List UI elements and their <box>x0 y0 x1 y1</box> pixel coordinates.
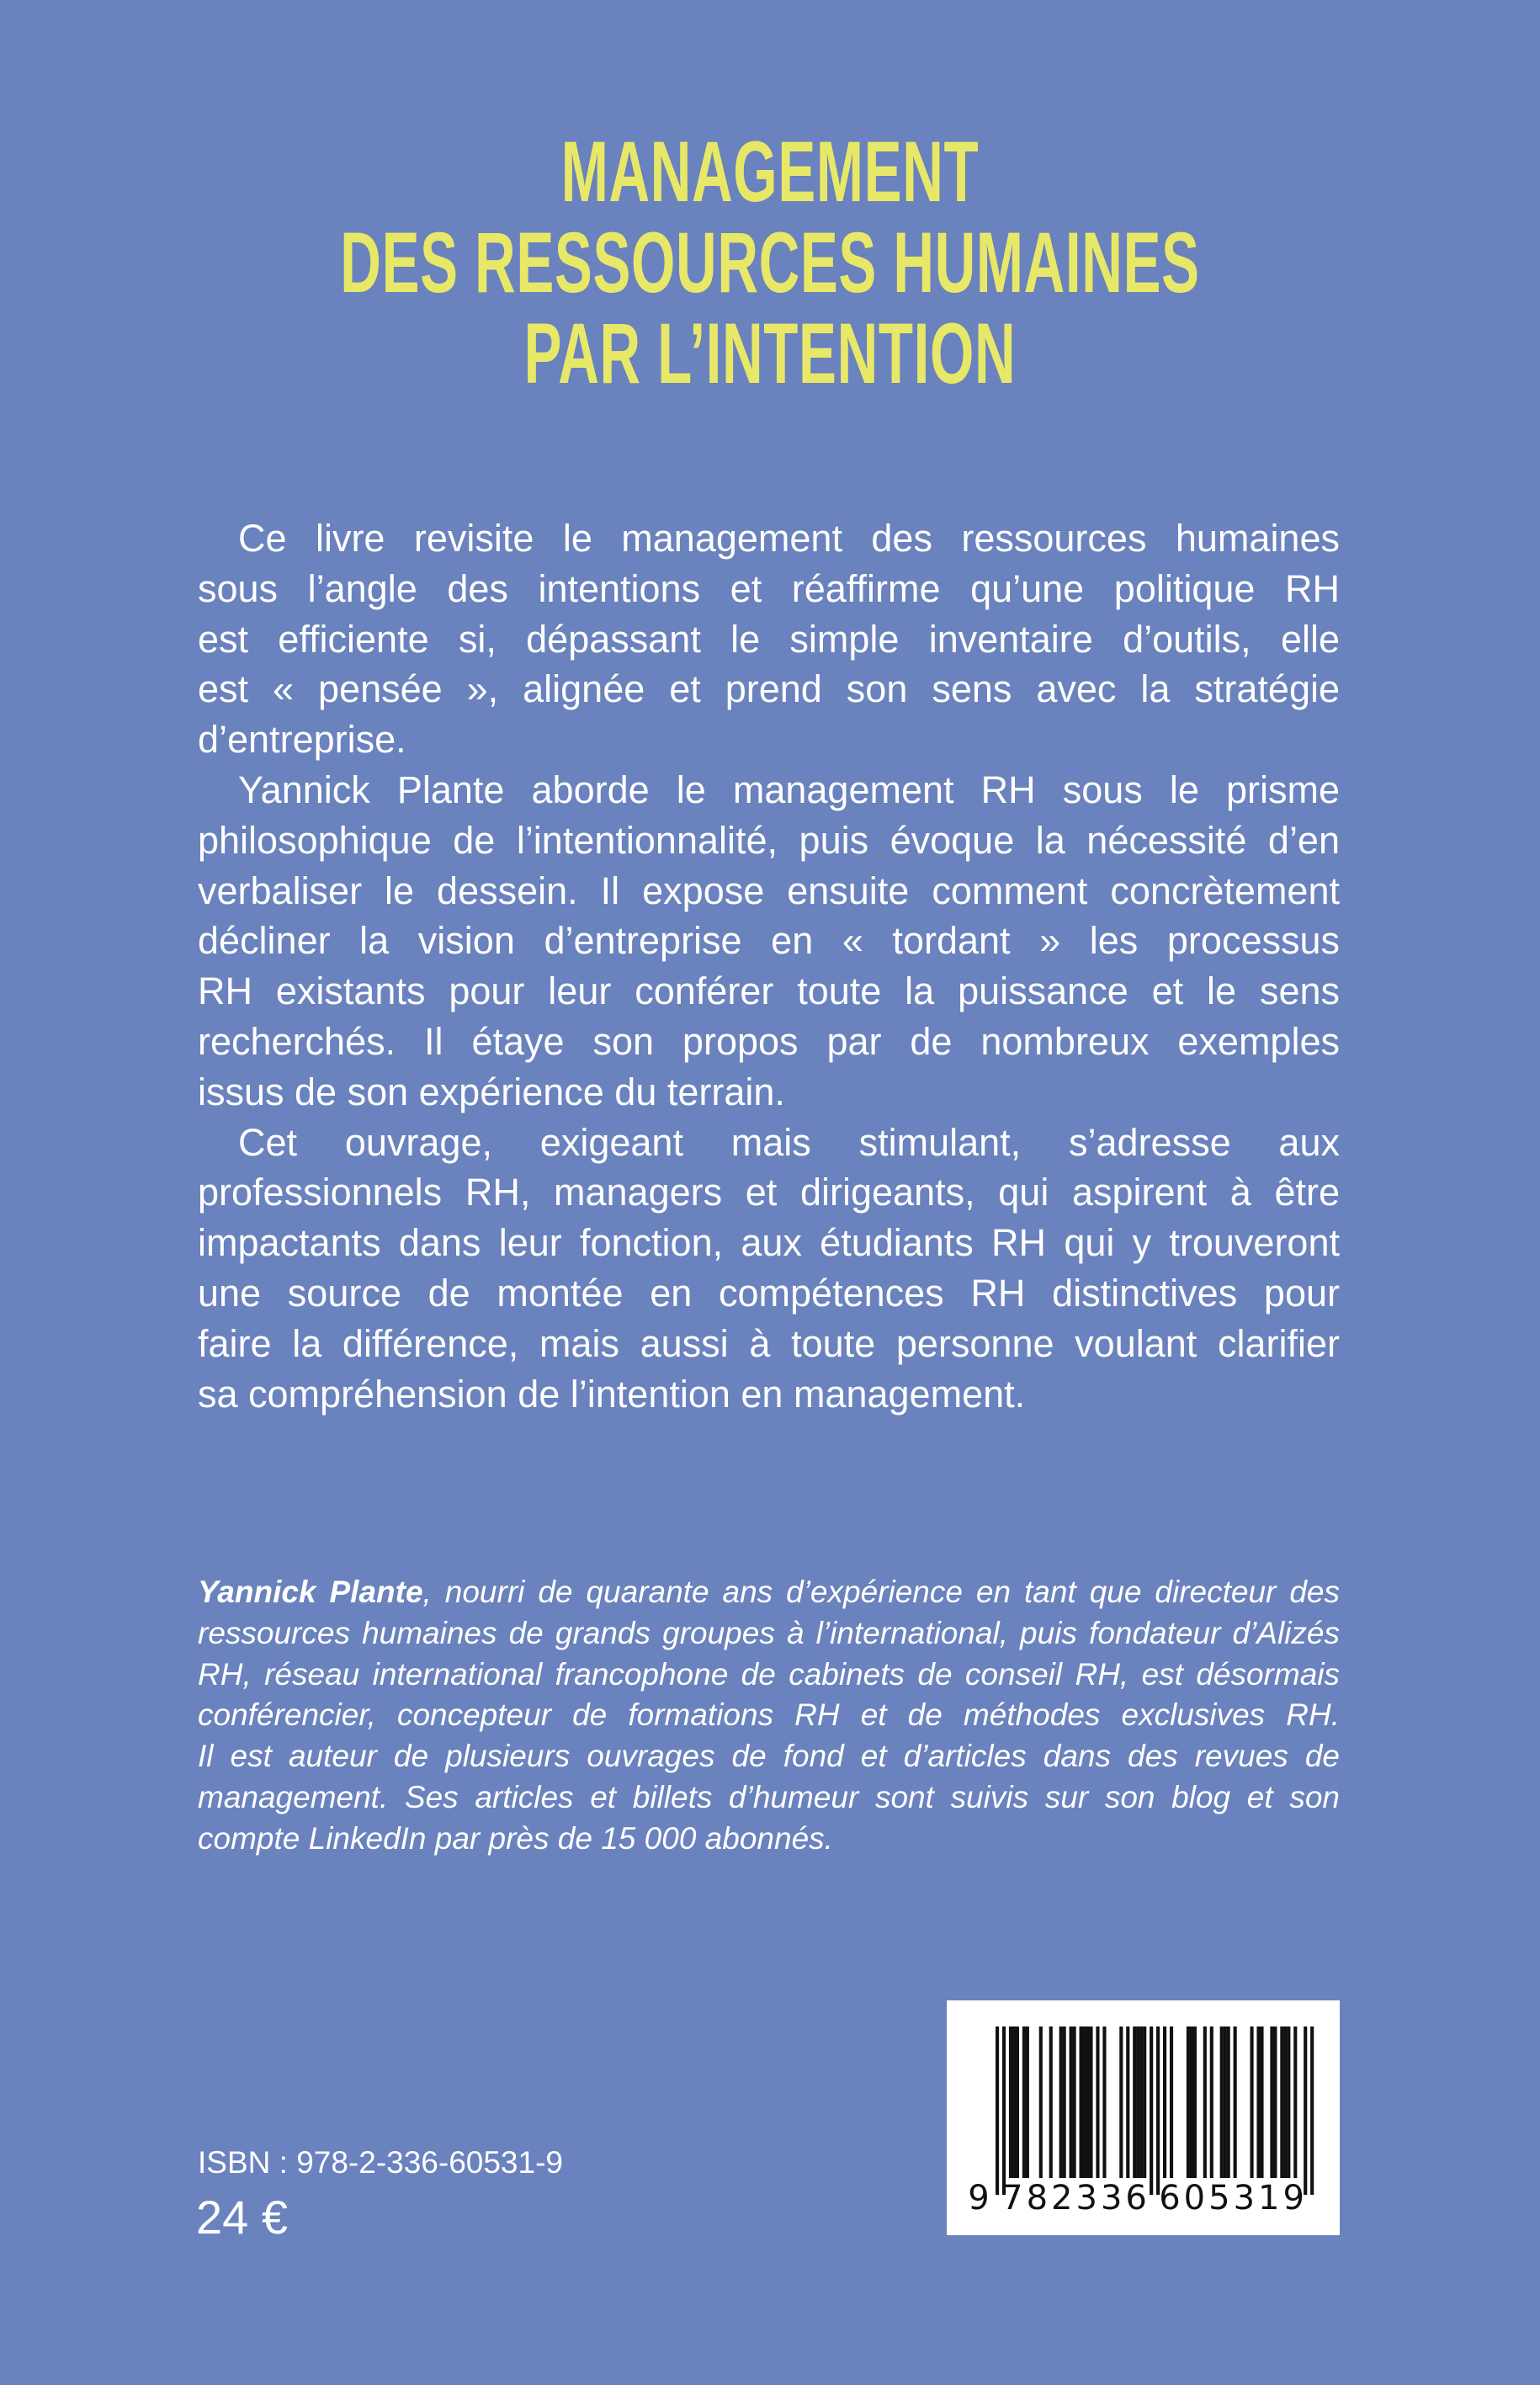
blurb-p1-line: sous l’angle des intentions et réaffirme qu’une politique RH <box>198 566 1340 610</box>
author-name: Yannick Plante <box>198 1575 423 1609</box>
blurb-p3-line: sa compréhension de l’intention en management. <box>198 1372 1026 1416</box>
blurb-p3-line: professionnels RH, managers et dirigeants, qui aspirent à être <box>198 1171 1340 1214</box>
svg-text:782336: 782336 <box>1001 2179 1150 2218</box>
blurb-p3-line: une source de montée en compétences RH distinctives pour <box>198 1271 1340 1315</box>
blurb-p3-line: impactants dans leur fonction, aux étudiants RH qui y trouveront <box>198 1221 1340 1265</box>
bio-first-line-rest: , nourri de quarante ans d’expérience en tant que directeur des <box>422 1575 1340 1609</box>
barcode-icon <box>947 2000 1340 2235</box>
blurb-p2-line: recherchés. Il étaye son propos par de nombreux exemples <box>198 1019 1340 1063</box>
bio-line: ressources humaines de grands groupes à l’international, puis fondateur d’Alizés <box>198 1615 1340 1650</box>
bio-line: conférencier, concepteur de formations RH et de méthodes exclusives RH. <box>198 1697 1340 1733</box>
blurb-p2-line: verbaliser le dessein. Il expose ensuite comment concrètement <box>198 868 1340 912</box>
blurb-p1-line: est « pensée », alignée et prend son sens avec la stratégie <box>198 667 1340 711</box>
bio-line: RH, réseau international francophone de cabinets de conseil RH, est désormais <box>198 1656 1340 1692</box>
isbn-label: ISBN : 978-2-336-60531-9 <box>198 2145 563 2180</box>
author-bio <box>198 1572 1340 1860</box>
bio-line: Il est auteur de plusieurs ouvrages de fond et d’articles dans des revues de <box>198 1739 1340 1774</box>
price-label: 24 € <box>196 2191 288 2244</box>
blurb-p3-line: faire la différence, mais aussi à toute personne voulant clarifier <box>198 1321 1340 1365</box>
blurb-p2-line: Yannick Plante aborde le management RH sous le prisme <box>238 768 1340 811</box>
title-line-2: DES RESSOURCES HUMAINES <box>340 215 1200 311</box>
blurb-p2-line: issus de son expérience du terrain. <box>198 1070 785 1113</box>
title-line-3: PAR L’INTENTION <box>523 305 1017 401</box>
bio-line: compte LinkedIn par près de 15 000 abonnés. <box>198 1820 833 1856</box>
blurb-p2-line: RH existants pour leur conférer toute la puissance et le sens <box>198 969 1340 1013</box>
blurb-p2-line: décliner la vision d’entreprise en « tordant » les processus <box>198 919 1340 963</box>
barcode <box>947 2000 1340 2235</box>
blurb <box>198 513 1340 1419</box>
bio-line: management. Ses articles et billets d’humeur sont suivis sur son blog et son <box>198 1779 1340 1814</box>
blurb-p2-line: philosophique de l’intentionnalité, puis évoque la nécessité d’en <box>198 818 1340 862</box>
title-line-1: MANAGEMENT <box>560 124 980 220</box>
svg-text:605319: 605319 <box>1159 2179 1308 2218</box>
bio-line <box>198 1572 1340 1613</box>
blurb-p3-line: Cet ouvrage, exigeant mais stimulant, s’adresse aux <box>238 1120 1340 1164</box>
svg-text:9: 9 <box>968 2179 993 2218</box>
blurb-p1-line: d’entreprise. <box>198 718 406 762</box>
blurb-p1-line: est efficiente si, dépassant le simple inventaire d’outils, elle <box>198 617 1340 661</box>
blurb-p1-line: Ce livre revisite le management des ressources humaines <box>238 517 1340 560</box>
book-title <box>0 126 1540 399</box>
